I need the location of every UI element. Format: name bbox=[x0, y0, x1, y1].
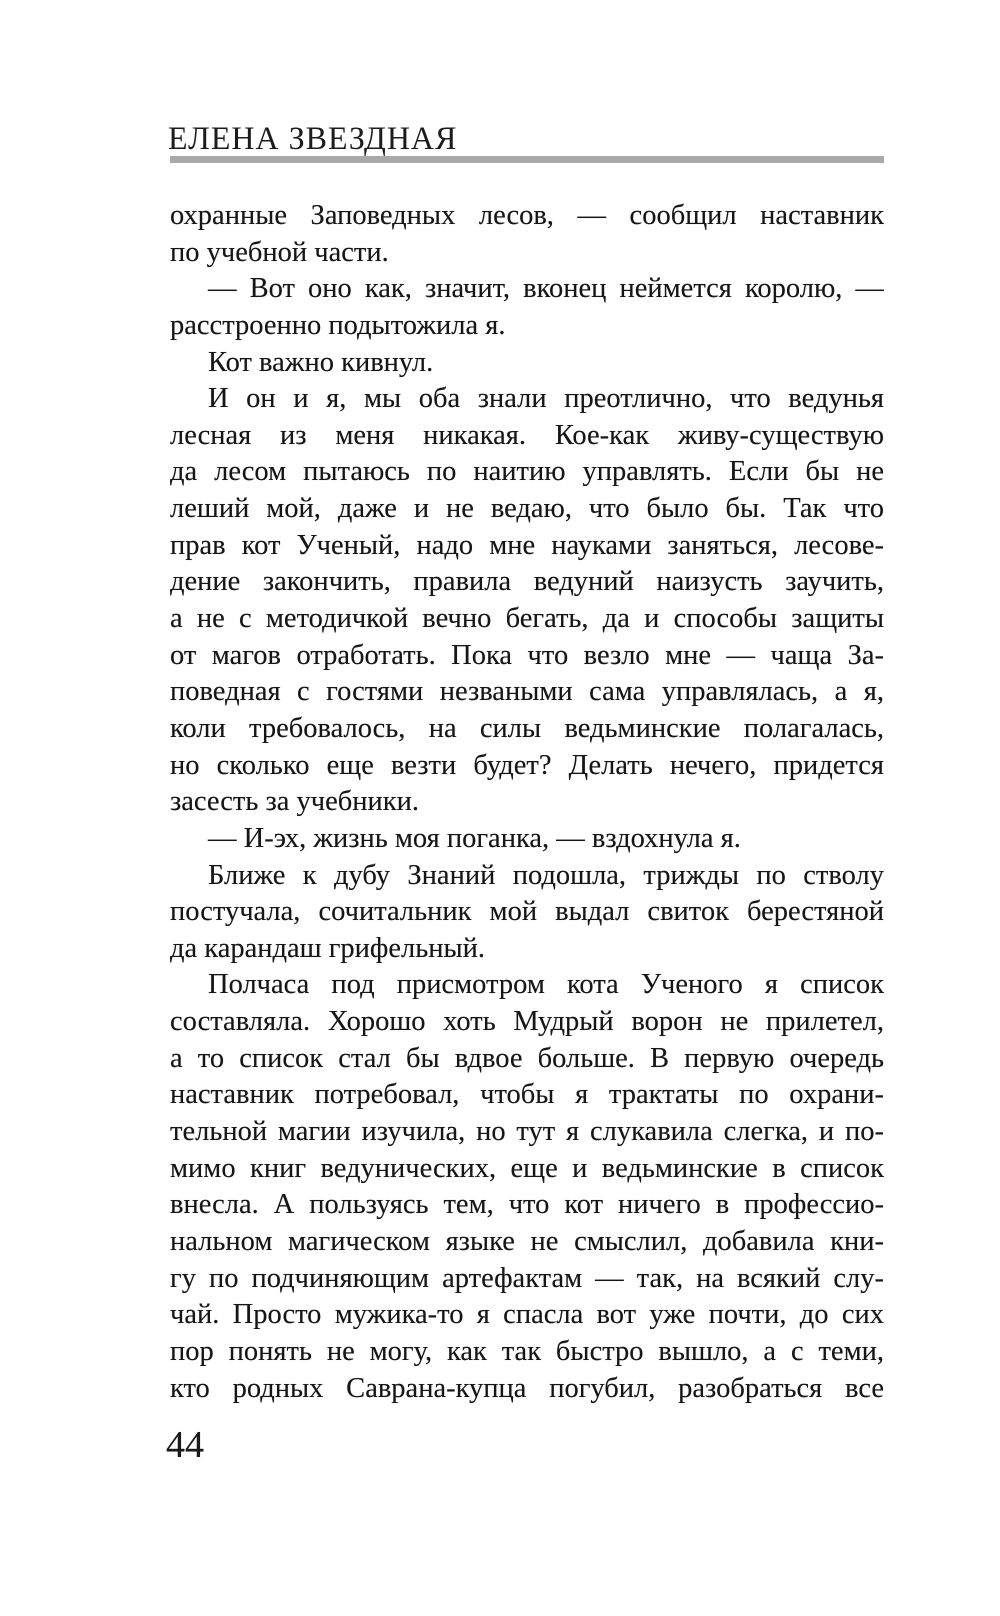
text-line: Полчаса под присмотром кота Ученого я список bbox=[208, 969, 884, 1001]
text-line: нальном магическом языке не смыслил, добавила кни- bbox=[170, 1225, 884, 1257]
text-line: лесная из меня никакая. Кое-как живу-существую bbox=[170, 419, 884, 451]
text-line: да лесом пытаюсь по наитию управлять. Если бы не bbox=[170, 456, 884, 488]
page-text bbox=[170, 198, 884, 1407]
text-line: да карандаш грифельный. bbox=[170, 932, 486, 964]
text-line: мимо книг ведунических, еще и ведьминские в список bbox=[170, 1152, 884, 1184]
paragraph bbox=[170, 381, 884, 821]
text-line: поведная с гостями незваными сама управлялась, а я, bbox=[170, 676, 884, 708]
text-line: пор понять не могу, как так быстро вышло, а с теми, bbox=[170, 1335, 884, 1367]
text-line: дение закончить, правила ведуний наизусть заучить, bbox=[170, 566, 884, 598]
text-line: — И-эх, жизнь моя поганка, — вздохнула я. bbox=[208, 822, 741, 854]
text-line: — Вот оно как, значит, вконец неймется королю, — bbox=[208, 273, 884, 305]
text-line: кто родных Саврана-купца погубил, разобраться все bbox=[170, 1372, 884, 1404]
text-line: прав кот Ученый, надо мне науками заняться, лесове- bbox=[170, 529, 884, 561]
text-line: внесла. А пользуясь тем, что кот ничего в профессио- bbox=[170, 1189, 884, 1221]
text-line: засесть за учебники. bbox=[170, 786, 419, 818]
text-line: но сколько еще везти будет? Делать нечего, придется bbox=[170, 749, 884, 781]
text-line: охранные Заповедных лесов, — сообщил наставник bbox=[170, 200, 884, 231]
text-line: леший мой, даже и не ведаю, что было бы. Так что bbox=[170, 493, 884, 525]
text-line: составляла. Хорошо хоть Мудрый ворон не прилетел, bbox=[170, 1006, 884, 1038]
text-line: по учебной части. bbox=[170, 236, 389, 268]
text-line: наставник потребовал, чтобы я трактаты по охрани- bbox=[170, 1079, 884, 1111]
text-line: от магов отработать. Пока что везло мне — чаща За- bbox=[170, 639, 884, 671]
text-line: постучала, сочитальник мой выдал свиток берестяной bbox=[170, 896, 884, 928]
paragraph bbox=[170, 198, 884, 271]
page-number: 44 bbox=[166, 1424, 204, 1466]
text-line: Ближе к дубу Знаний подошла, трижды по стволу bbox=[208, 859, 884, 891]
paragraph bbox=[170, 821, 884, 858]
text-line: тельной магии изучила, но тут я слукавила слегка, и по- bbox=[170, 1116, 884, 1148]
text-line: чай. Просто мужика-то я спасла вот уже почти, до сих bbox=[170, 1299, 884, 1331]
author-name: ЕЛЕНА ЗВЕЗДНАЯ bbox=[168, 118, 458, 157]
text-line: а не с методичкой вечно бегать, да и способы защиты bbox=[170, 603, 884, 635]
header-rule bbox=[170, 156, 884, 163]
text-line: гу по подчиняющим артефактам — так, на всякий слу- bbox=[170, 1262, 884, 1294]
text-line: Кот важно кивнул. bbox=[208, 346, 434, 378]
paragraph bbox=[170, 967, 884, 1407]
text-line: расстроенно подытожила я. bbox=[170, 309, 506, 341]
text-line: а то список стал бы вдвое больше. В первую очередь bbox=[170, 1042, 884, 1074]
paragraph bbox=[170, 345, 884, 382]
text-line: И он и я, мы оба знали преотлично, что ведунья bbox=[208, 383, 884, 415]
paragraph bbox=[170, 858, 884, 968]
running-header bbox=[168, 118, 884, 157]
paragraph bbox=[170, 271, 884, 344]
text-line: коли требовалось, на силы ведьминские полагалась, bbox=[170, 712, 884, 744]
